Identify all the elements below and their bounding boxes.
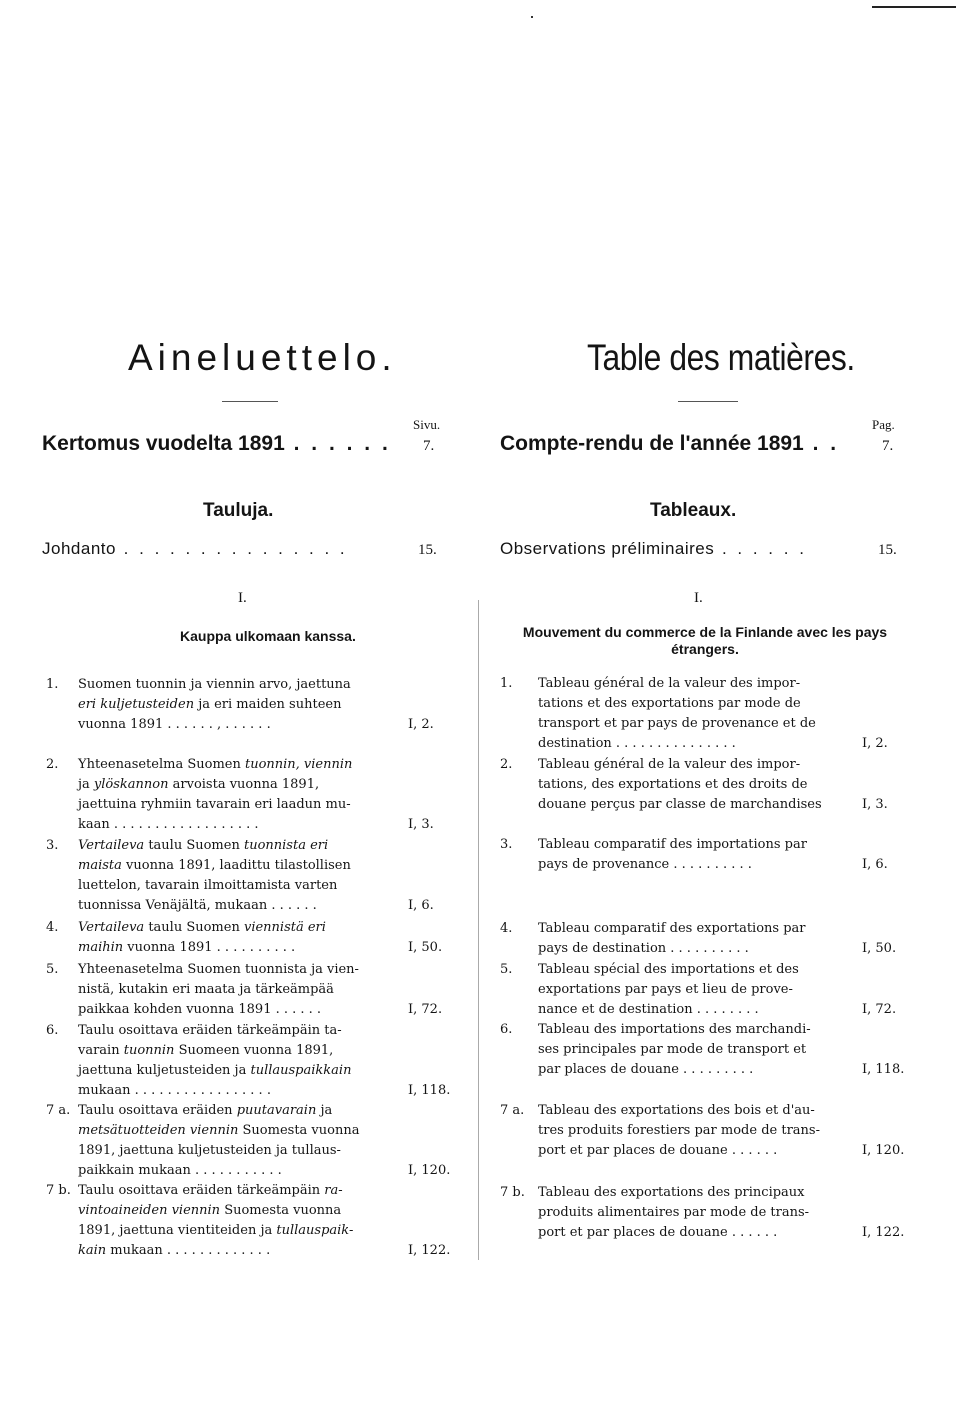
entry-page-ref: I, 2.	[408, 717, 434, 732]
finnish-entry	[46, 960, 466, 1020]
entry-number: 2.	[46, 757, 59, 772]
french-tables-heading: Tableaux.	[650, 500, 737, 521]
entry-text: Tableau général de la valeur des impor- tations, des exportations et des droits de douane perçus par classe de marchandises	[538, 757, 822, 812]
entry-page-ref: I, 122.	[862, 1225, 905, 1240]
entry-page-ref: I, 50.	[408, 940, 443, 955]
finnish-report-page: 7.	[423, 438, 435, 454]
finnish-entry	[46, 836, 466, 916]
french-report-label: Compte-rendu de l'année 1891	[500, 432, 804, 455]
title-divider-fi	[222, 401, 278, 402]
finnish-tables-heading: Tauluja.	[203, 500, 274, 521]
french-entry	[500, 1020, 920, 1080]
entry-text: Tableau comparatif des importations par pays de provenance . . . . . . . . . .	[538, 837, 807, 872]
finnish-entry	[46, 918, 466, 958]
french-part-numeral: I.	[694, 590, 703, 606]
french-intro-line: Observations préliminaires . . . . . .	[500, 539, 807, 558]
french-intro-page: 15.	[878, 542, 897, 558]
french-report-page: 7.	[882, 438, 894, 454]
french-entry	[500, 1183, 920, 1243]
finnish-entry	[46, 1101, 466, 1181]
entry-page-ref: I, 6.	[408, 898, 434, 913]
french-entry	[500, 960, 920, 1020]
entry-text: Tableau des exportations des bois et d'au- tres produits forestiers par mode de trans- port et par places de douane . . . . . .	[538, 1103, 820, 1158]
entry-page-ref: I, 118.	[408, 1083, 451, 1098]
finnish-report-label: Kertomus vuodelta 1891	[42, 432, 285, 455]
entry-page-ref: I, 3.	[408, 817, 434, 832]
entry-page-ref: I, 120.	[862, 1143, 905, 1158]
scan-edge-mark	[872, 6, 956, 8]
french-title: Table des matières.	[587, 337, 855, 378]
entry-text: Tableau spécial des importations et des exportations par pays et lieu de prove- nance et de destination . . . . . . . .	[538, 962, 799, 1017]
entry-number: 7 a.	[500, 1103, 525, 1118]
french-entry	[500, 1101, 920, 1161]
finnish-intro-line: Johdanto . . . . . . . . . . . . . . .	[42, 539, 348, 558]
entry-page-ref: I, 50.	[862, 941, 897, 956]
french-part-title: Mouvement du commerce de la Finlande avec les pays étrangers.	[522, 624, 888, 657]
entry-number: 4.	[500, 921, 513, 936]
finnish-report-line: Kertomus vuodelta 1891 . . . . . .	[42, 432, 391, 455]
finnish-page-column-label: Sivu.	[413, 417, 441, 432]
scan-speck	[531, 16, 533, 18]
entry-number: 6.	[46, 1023, 59, 1038]
entry-text: Taulu osoittava eräiden tärkeämpäin ta- varain tuonnin Suomeen vuonna 1891, jaettuna kuljetusteiden ja tullauspaikkain mukaan . . . . . . . . . . . . . . . . .	[78, 1023, 352, 1098]
entry-number: 6.	[500, 1022, 513, 1037]
entry-page-ref: I, 2.	[862, 736, 888, 751]
entry-text: Tableau général de la valeur des impor- tations et des exportations par mode de transport et par pays de provenance et de destination . . . . . . . . . . . . . . .	[538, 676, 816, 751]
entry-number: 4.	[46, 920, 59, 935]
entry-text: Taulu osoittava eräiden puutavarain ja metsätuotteiden viennin Suomesta vuonna 1891, jaettuna kuljetusteiden ja tullaus- paikkain mukaan . . . . . . . . . . .	[78, 1103, 360, 1178]
finnish-title: Aineluettelo.	[128, 337, 397, 378]
finnish-entry	[46, 1181, 466, 1261]
finnish-part-numeral: I.	[238, 590, 247, 606]
entry-number: 2.	[500, 757, 513, 772]
entry-text: Vertaileva taulu Suomen tuonnista eri maista vuonna 1891, laadittu tilastollisen luettelon, tavarain ilmoittamista varten tuonnissa Venäjältä, mukaan . . . . . .	[78, 838, 351, 913]
entry-number: 1.	[46, 677, 59, 692]
column-separator	[478, 600, 479, 1260]
entry-text: Taulu osoittava eräiden tärkeämpäin ra- vintoaineiden viennin Suomesta vuonna 1891, jaettuna vientiteiden ja tullauspaik- kain mukaan . . . . . . . . . . . . .	[78, 1183, 354, 1258]
entry-text: Vertaileva taulu Suomen viennistä eri maihin vuonna 1891 . . . . . . . . . .	[78, 920, 326, 955]
finnish-part-title: Kauppa ulkomaan kanssa.	[180, 628, 356, 644]
french-entry	[500, 835, 920, 875]
entry-number: 5.	[500, 962, 513, 977]
finnish-entry	[46, 1021, 466, 1101]
entry-number: 5.	[46, 962, 59, 977]
entry-text: Tableau des exportations des principaux produits alimentaires par mode de trans- port et par places de douane . . . . . .	[538, 1185, 810, 1240]
entry-page-ref: I, 72.	[408, 1002, 443, 1017]
finnish-entry	[46, 755, 466, 835]
entry-page-ref: I, 6.	[862, 857, 888, 872]
title-divider-fr	[678, 401, 738, 402]
entry-number: 7 b.	[46, 1183, 71, 1198]
french-page-column-label: Pag.	[872, 417, 895, 432]
french-intro-label: Observations préliminaires	[500, 539, 715, 558]
entry-page-ref: I, 118.	[862, 1062, 905, 1077]
entry-page-ref: I, 3.	[862, 797, 888, 812]
entry-text: Yhteenasetelma Suomen tuonnista ja vien- nistä, kutakin eri maata ja tärkeämpää paikkaa kohden vuonna 1891 . . . . . .	[78, 962, 359, 1017]
entry-text: Tableau des importations des marchandi- ses principales par mode de transport et par places de douane . . . . . . . . .	[538, 1022, 811, 1077]
entry-number: 7 b.	[500, 1185, 525, 1200]
finnish-intro-page: 15.	[418, 542, 437, 558]
french-entry	[500, 674, 920, 754]
entry-text: Suomen tuonnin ja viennin arvo, jaettuna eri kuljetusteiden ja eri maiden suhteen vuonna 1891 . . . . . . , . . . . . .	[78, 677, 351, 732]
entry-page-ref: I, 72.	[862, 1002, 897, 1017]
entry-text: Yhteenasetelma Suomen tuonnin, viennin ja ylöskannon arvoista vuonna 1891, jaettuina ryhmiin tavarain eri laadun mu- kaan . . . . . . . . . . . . . . . . . .	[78, 757, 353, 832]
entry-text: Tableau comparatif des exportations par pays de destination . . . . . . . . . .	[538, 921, 806, 956]
french-entry	[500, 919, 920, 959]
finnish-entry	[46, 675, 466, 735]
entry-page-ref: I, 120.	[408, 1163, 451, 1178]
french-report-line: Compte-rendu de l'année 1891 . .	[500, 432, 840, 455]
french-entry	[500, 755, 920, 815]
entry-number: 3.	[46, 838, 59, 853]
entry-number: 7 a.	[46, 1103, 71, 1118]
entry-page-ref: I, 122.	[408, 1243, 451, 1258]
entry-number: 3.	[500, 837, 513, 852]
finnish-intro-label: Johdanto	[42, 539, 116, 558]
entry-number: 1.	[500, 676, 513, 691]
